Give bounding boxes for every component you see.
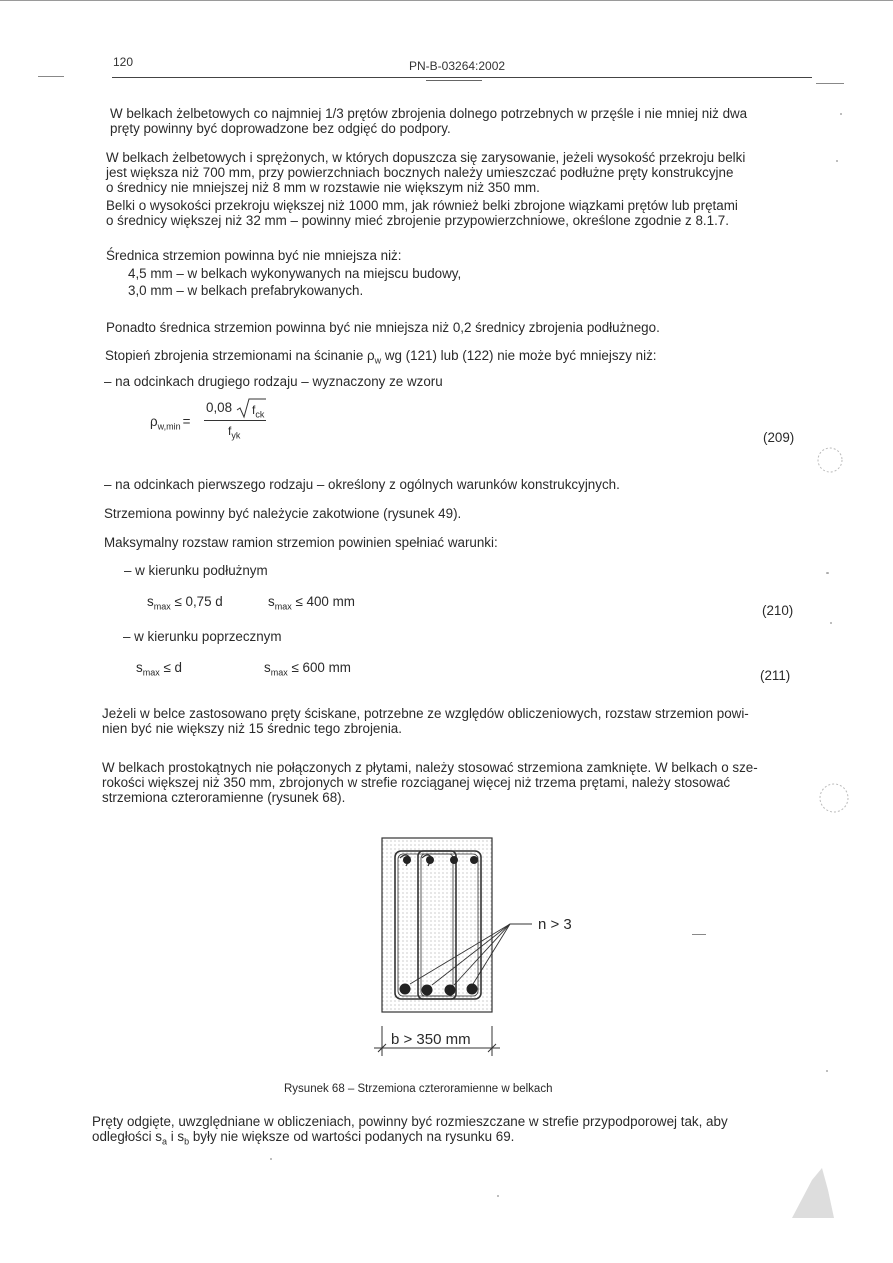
- scan-noise: [782, 1160, 842, 1220]
- paragraph-14: W belkach prostokątnych nie połączonych z płytami, należy stosować strzemiona zamknięte. W belkach o sze- rokości większej niż 350 mm, zbrojonych w strefie rozciąganej więcej niż trzema prętami, należy stosować strzemiona czteroramienne (rysunek 68).: [102, 760, 758, 805]
- equation-number-210: (210): [762, 603, 794, 618]
- formula-211-a: $s_{max} \le d$: [136, 660, 182, 678]
- paragraph-1: W belkach żelbetowych co najmniej 1/3 prętów zbrojenia dolnego potrzebnych w przęśle i nie mniej niż dwa pręty powinny być doprowadzone bez odgięć do podpory.: [110, 106, 748, 136]
- scan-punch-mark: [810, 778, 856, 818]
- figure-68: [370, 836, 630, 1061]
- label-width: b > 350 mm: [391, 1031, 471, 1048]
- equation-number-209: (209): [763, 430, 795, 445]
- formula-210-b: $s_{max} \le 400$ mm: [268, 594, 355, 612]
- paragraph-4: Średnica strzemion powinna być nie mniejsza niż:: [106, 248, 402, 263]
- paragraph-9: Strzemiona powinny być należycie zakotwione (rysunek 49).: [104, 506, 462, 521]
- scan-top-edge: [0, 0, 893, 1]
- paragraph-8: – na odcinkach pierwszego rodzaju – określony z ogólnych warunków konstrukcyjnych.: [104, 477, 620, 492]
- paragraph-6: Stopień zbrojenia strzemionami na ścinanie $\rho_w$ wg (121) lub (122) nie może być mniejszy niż:: [105, 348, 657, 366]
- paragraph-15: Pręty odgięte, uwzględniane w obliczeniach, powinny być rozmieszczane w strefie przypodporowej tak, aby odległości $s_a$ i $s_b$ były nie większe od wartości podanych na rysunku 69.: [92, 1114, 728, 1147]
- margin-mark: [38, 76, 64, 77]
- paragraph-5: Ponadto średnica strzemion powinna być nie mniejsza niż 0,2 średnicy zbrojenia podłużnego.: [106, 320, 660, 335]
- page-number: 120: [113, 55, 134, 69]
- formula-209: $\rho_{w,min}$ = 0,08 $f_{ck}$ $f_{yk}$: [150, 400, 265, 441]
- paragraph-2: W belkach żelbetowych i sprężonych, w których dopuszcza się zarysowanie, jeżeli wysokość przekroju belki jest większa niż 700 mm, przy powierzchniach bocznych należy umieszczać podłużne pręty konstrukcyjne o średnicy nie mniejszej niż 8 mm w rozstawie nie większym niż 350 mm.: [106, 150, 746, 195]
- label-bar-count: n > 3: [538, 916, 572, 933]
- paragraph-11: – w kierunku podłużnym: [124, 563, 268, 578]
- margin-mark: [816, 83, 844, 84]
- scan-speck: [830, 622, 832, 624]
- scan-speck: [270, 1158, 272, 1160]
- paragraph-3: Belki o wysokości przekroju większej niż 1000 mm, jak również belki zbrojone wiązkami prętów lub prętami o średnicy większej niż 32 mm – powinny mieć zbrojenie przypowierzchniowe, określone zgodnie z 8.1.7.: [106, 198, 738, 228]
- formula-211-b: $s_{max} \le 600$ mm: [264, 660, 351, 678]
- formula-210-a: $s_{max} \le 0,75$ d: [147, 594, 223, 612]
- scan-speck: [497, 1195, 499, 1197]
- paragraph-13: Jeżeli w belce zastosowano pręty ściskane, potrzebne ze względów obliczeniowych, rozstaw strzemion powi- nien być nie większy niż 15 średnic tego zbrojenia.: [102, 706, 749, 736]
- scan-speck: [826, 572, 829, 574]
- stirrup-diameter-list: 4,5 mm – w belkach wykonywanych na miejscu budowy, 3,0 mm – w belkach prefabrykowanych.: [128, 266, 462, 298]
- standard-id: PN-B-03264:2002: [409, 59, 506, 73]
- equation-number-211: (211): [760, 668, 791, 683]
- paragraph-10: Maksymalny rozstaw ramion strzemion powinien spełniać warunki:: [104, 535, 498, 550]
- paragraph-12: – w kierunku poprzecznym: [123, 629, 282, 644]
- scan-punch-mark: [810, 440, 850, 480]
- header-underline: [426, 80, 482, 81]
- fraction-bar: [204, 420, 266, 421]
- scan-speck: [836, 160, 838, 162]
- scan-speck: [840, 113, 842, 115]
- figure-caption: Rysunek 68 – Strzemiona czteroramienne w belkach: [284, 1083, 553, 1095]
- paragraph-7: – na odcinkach drugiego rodzaju – wyznaczony ze wzoru: [104, 374, 443, 389]
- beam-cross-section-drawing: [370, 836, 630, 1061]
- margin-mark: [692, 934, 706, 935]
- header-rule: [112, 77, 812, 78]
- scan-speck: [826, 1070, 828, 1072]
